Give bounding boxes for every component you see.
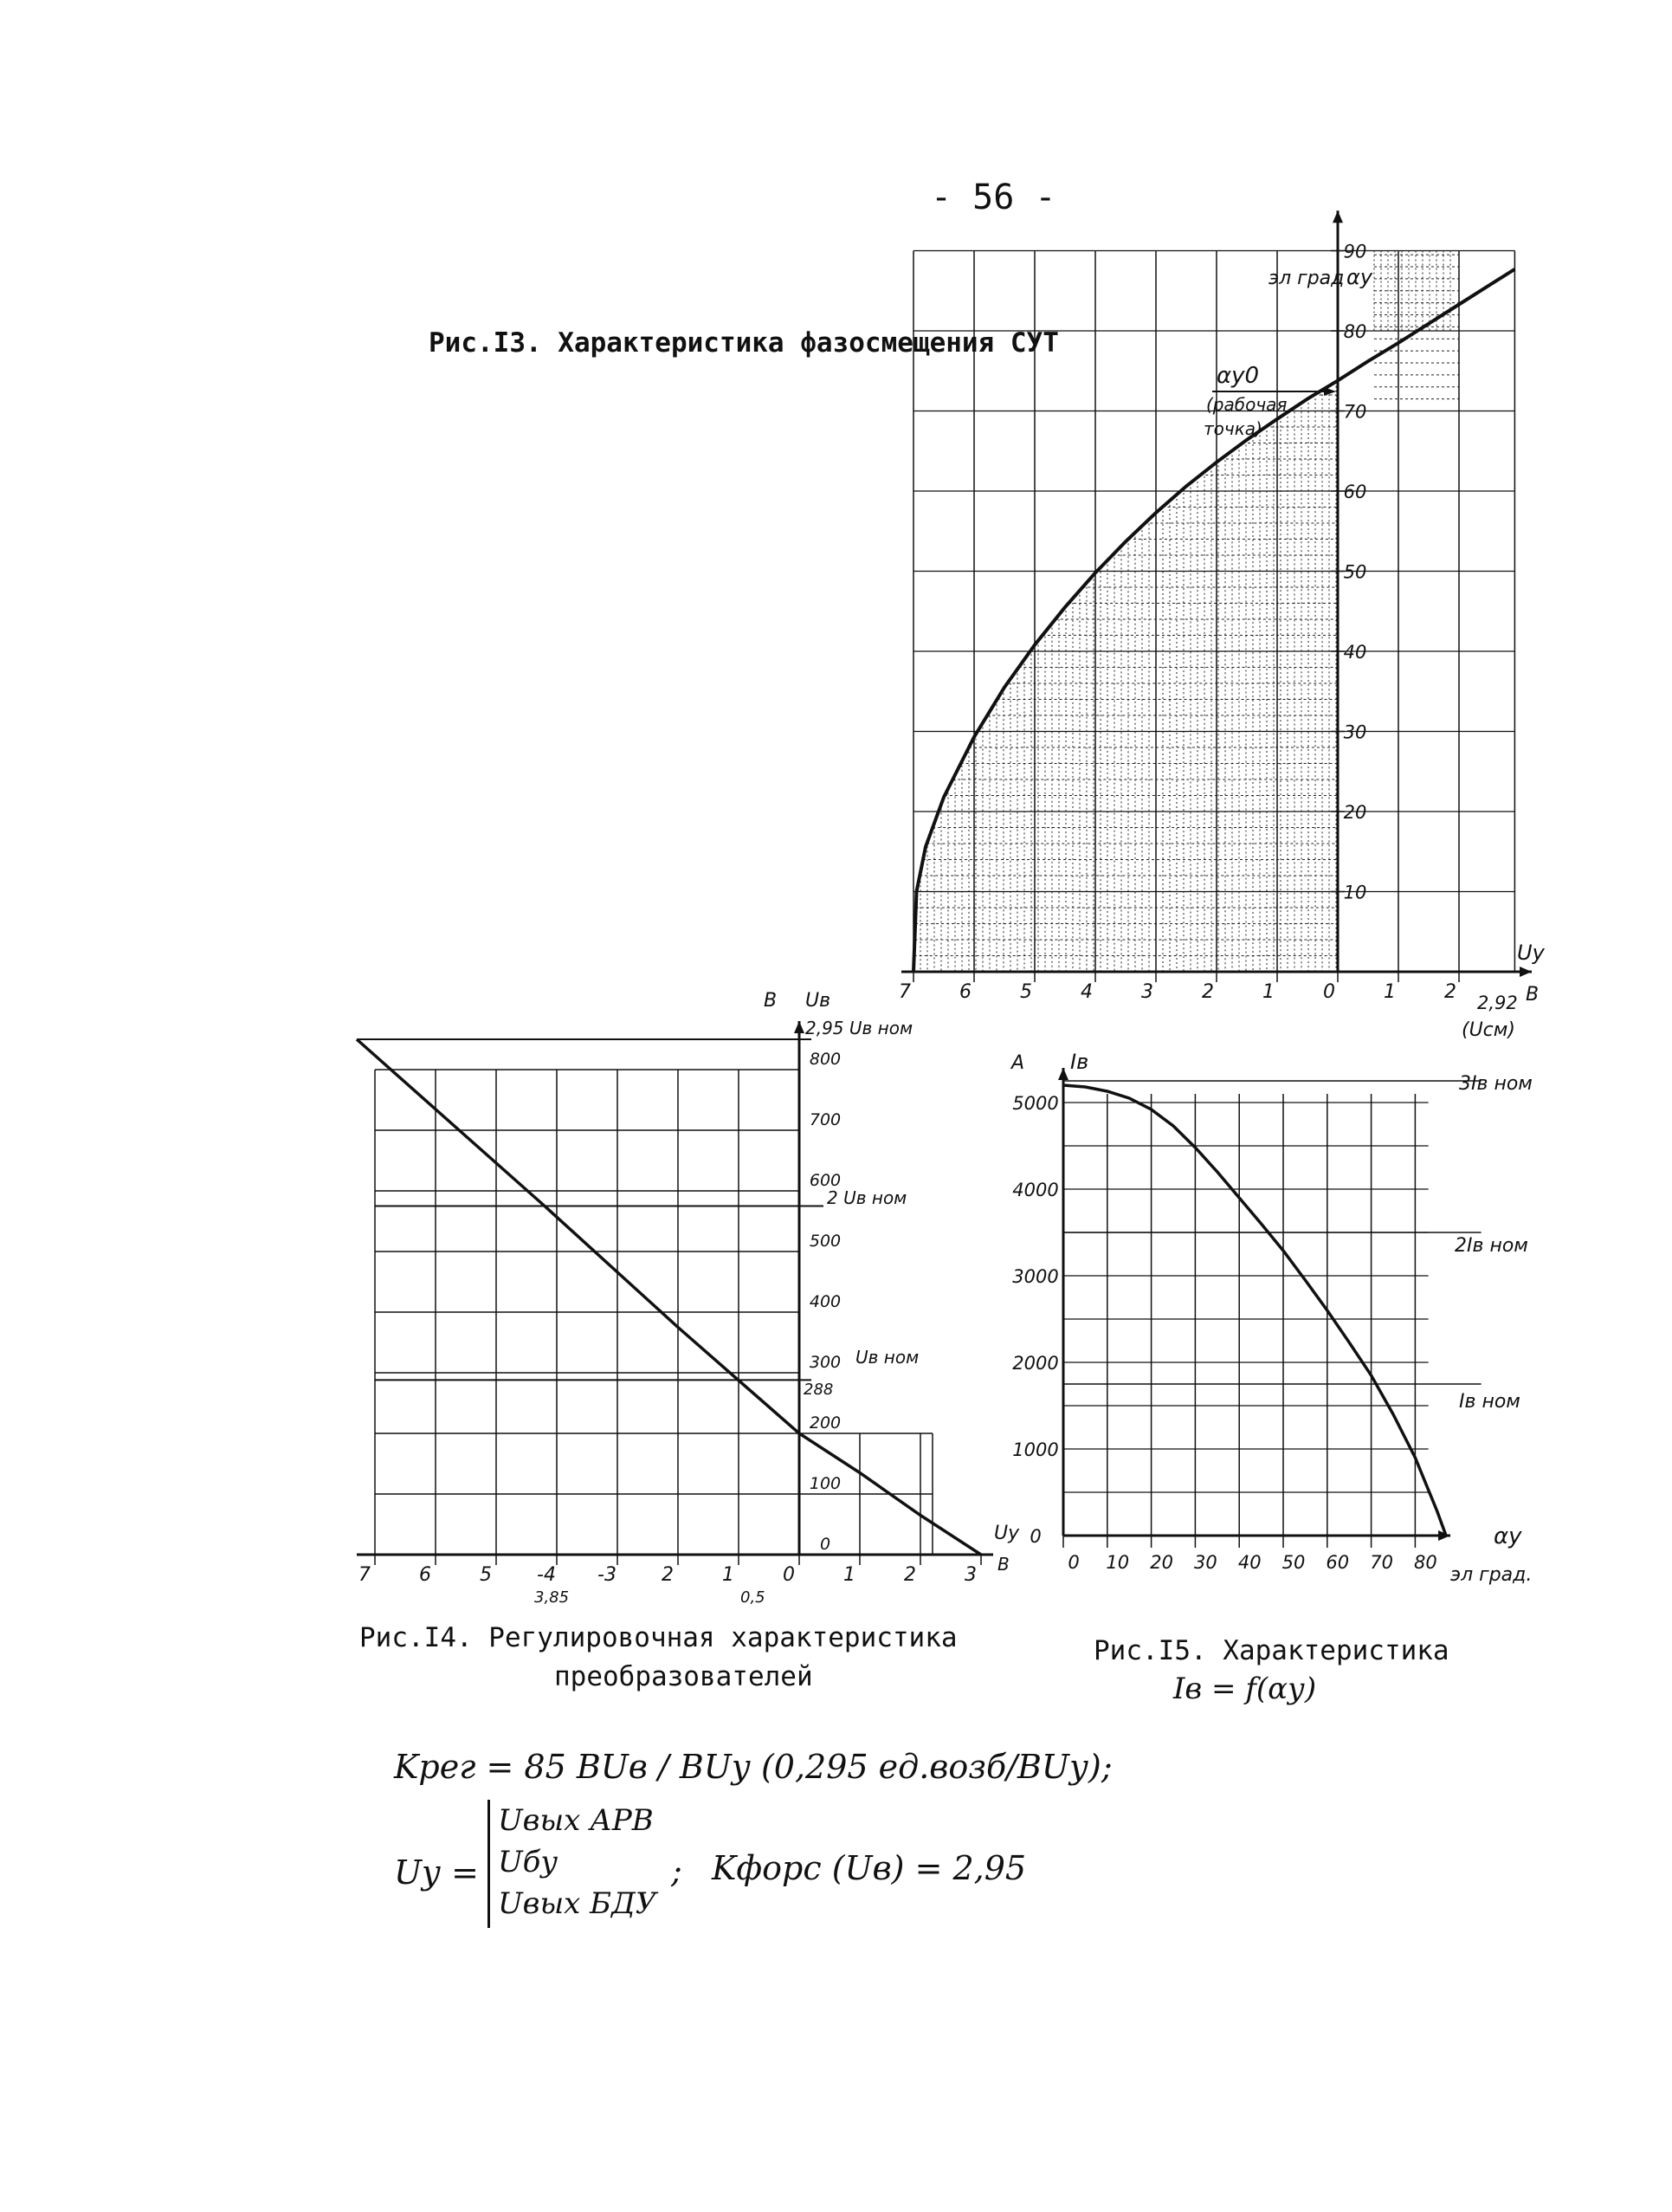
fig15-x-tick-label: 0 [1068,1552,1080,1573]
fig15-x-tick-label: 70 [1370,1552,1393,1573]
fig13-operating-point: αу0 [1217,363,1260,389]
fig15-y-tick-label: 0 [1030,1526,1042,1547]
fig13-caption: Рис.I3. Характеристика фазосмещения СУТ [429,327,1059,359]
fig14-mark-2: 2 Uв ном [827,1187,907,1208]
fig15-x-tick-label: 60 [1326,1552,1350,1573]
fig15-caption-line2: Iв = f(αу) [1173,1672,1317,1706]
fig14-y-tick-label: 800 [809,1050,842,1069]
fig14-x-tick-label: 7 [358,1564,371,1586]
fig14-y-name: Uв [805,990,831,1012]
fig14-x-tick-label: -3 [597,1564,617,1586]
formula-uy-lhs: Uу = [394,1853,479,1892]
fig15-y-name: Iв [1070,1050,1089,1074]
formula-uy-options [498,1800,656,1924]
fig13-bias-label: (Uсм) [1462,1019,1515,1041]
fig14-y-arrow [794,1021,804,1033]
fig14-y-tick-label: 300 [809,1353,842,1372]
fig13-x-tick-label: 7 [899,981,911,1003]
fig14-y-tick-label: 600 [809,1171,842,1190]
fig14-mark-295: 2,95 Uв ном [805,1018,913,1038]
fig14-x-name: Uу [994,1523,1020,1544]
fig14-x-tick-label: 5 [480,1564,492,1586]
formula-uy-option: Uвых АРВ [498,1803,654,1838]
fig15-y-tick-label: 2000 [1012,1353,1059,1374]
fig13-y-tick-label: 50 [1343,561,1367,583]
fig15-caption-line1: Рис.I5. Характеристика [1094,1635,1449,1666]
fig13-hatch [914,251,1459,973]
fig14-mark-1: Uв ном [855,1347,920,1368]
fig15-x-unit: эл град. [1450,1564,1533,1586]
fig14-curve [357,1039,981,1555]
fig13-y-tick-label: 20 [1343,802,1367,823]
fig14-value-288: 288 [804,1381,834,1399]
formula-uy-brace [487,1800,494,1928]
fig15-y-tick-label: 4000 [1012,1180,1059,1200]
fig13-x-tick-label: 0 [1323,981,1335,1003]
fig14-y-tick-label: 700 [809,1110,842,1129]
fig15-x-tick-label: 50 [1281,1552,1306,1573]
formula-kreg: Kрег = 85 ВUв / ВUу (0,295 ед.возб/ВUу); [394,1748,1113,1786]
fig13-chart [899,210,1532,1003]
fig15-level-2: 2Iв ном [1455,1235,1528,1257]
fig15-y-unit: А [1011,1052,1025,1074]
fig13-y-arrow [1333,210,1343,223]
fig14-caption-line2: преобразователей [554,1661,813,1692]
fig14-x-tick-label: -4 [537,1564,556,1586]
fig13-x-tick-label: 3 [1141,981,1153,1003]
fig14-x-tick-label: 1 [722,1564,734,1586]
fig14-value-05: 0,5 [740,1588,765,1607]
fig13-x-tick-label: 1 [1262,981,1275,1003]
page-number: - 56 - [931,178,1056,217]
fig13-y-tick-label: 10 [1343,882,1367,903]
fig14-x-tick-label: 1 [843,1564,855,1586]
fig13-x-tick-label: 6 [959,981,972,1003]
fig15-curve [1063,1085,1446,1536]
fig14-value-385: 3,85 [534,1588,570,1607]
fig13-operating-note-2: точка) [1204,418,1262,439]
fig13-x-arrow [1520,967,1532,977]
fig13-x-tick-label: 2 [1202,981,1214,1003]
fig13-x-tick-label: 2 [1444,981,1456,1003]
fig14-caption-line1: Рис.I4. Регулировочная характеристика [359,1622,958,1653]
fig14-x-tick-label: 2 [662,1564,674,1586]
fig15-x-tick-label: 40 [1237,1552,1262,1573]
fig13-x-name: Uу [1517,941,1545,965]
fig15-x-tick-label: 20 [1150,1552,1173,1573]
fig13-x-tick-label: 4 [1081,981,1093,1003]
fig13-bias-value: 2,92 [1477,993,1518,1013]
fig14-x-unit: В [997,1554,1010,1575]
fig14-y-unit: В [764,990,778,1012]
fig13-y-tick-label: 30 [1343,721,1367,743]
fig14-y-tick-label: 500 [809,1232,842,1251]
fig14-y-tick-label: 0 [819,1535,831,1554]
fig13-y-unit: эл град [1269,268,1345,289]
fig15-y-tick-label: 1000 [1012,1439,1059,1460]
formula-kfors: Kфорс (Uв) = 2,95 [712,1849,1027,1887]
fig15-chart [1012,1068,1481,1573]
fig13-y-tick-label: 90 [1343,241,1367,262]
fig15-x-tick-label: 10 [1106,1552,1130,1573]
formula-uy-option: Uбу [498,1845,558,1879]
fig13-x-tick-label: 1 [1384,981,1396,1003]
fig14-x-tick-label: 3 [965,1564,977,1586]
fig14-y-tick-label: 200 [809,1413,842,1433]
fig14-y-tick-label: 400 [809,1292,842,1311]
fig13-y-tick-label: 40 [1343,642,1367,663]
fig13-y-name: αу [1346,265,1373,289]
fig13-y-tick-label: 60 [1343,482,1367,502]
formula-uy-option: Uвых БДУ [498,1886,657,1921]
fig15-level-3: 3Iв ном [1459,1073,1533,1095]
fig15-x-name: αу [1494,1523,1522,1549]
fig15-y-arrow [1058,1068,1068,1080]
fig14-x-tick-label: 0 [783,1564,795,1586]
fig13-x-tick-label: 5 [1020,981,1032,1003]
fig14-x-tick-label: 2 [904,1564,916,1586]
fig15-y-tick-label: 3000 [1012,1266,1059,1287]
fig15-level-1: Iв ном [1459,1391,1520,1413]
fig14-chart [357,1021,993,1586]
formula-separator: ; [671,1852,682,1890]
fig13-y-tick-label: 70 [1343,401,1367,423]
fig13-y-tick-label: 80 [1343,321,1367,342]
fig13-operating-note-1: (рабочая [1206,394,1288,415]
fig13-x-unit: В [1526,984,1540,1006]
fig14-x-tick-label: 6 [419,1564,431,1586]
fig15-x-tick-label: 30 [1194,1552,1217,1573]
fig15-y-tick-label: 5000 [1012,1093,1059,1114]
fig14-y-tick-label: 100 [809,1474,842,1493]
fig15-x-tick-label: 80 [1414,1552,1437,1573]
